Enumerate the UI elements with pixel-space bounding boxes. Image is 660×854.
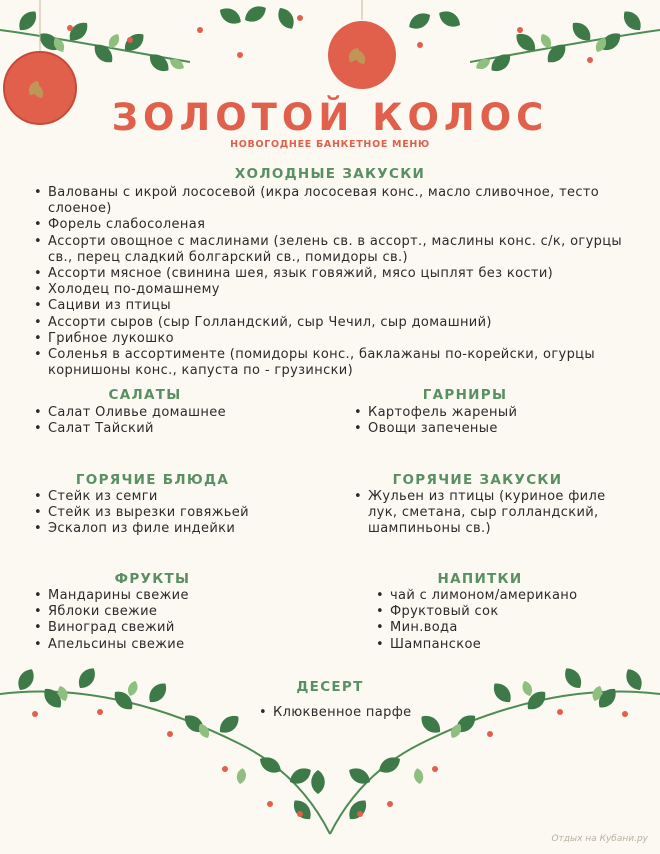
list-item: • Стейк из вырезки говяжьей bbox=[33, 505, 333, 521]
cold-appetizers-list bbox=[33, 185, 633, 379]
drinks-list bbox=[375, 588, 635, 653]
list-item: • Ассорти мясное (свинина шея, язык говяжий, мясо цыплят без кости) bbox=[33, 266, 633, 282]
list-item: • Валованы с икрой лососевой (икра лососевая конс., масло сливочное, тесто слоеное) bbox=[33, 185, 633, 217]
section-title-garnishes: ГАРНИРЫ bbox=[422, 387, 508, 403]
list-item: • Соленья в ассортименте (помидоры конс., баклажаны по-корейски, огурцы корнишоны конс., капуста по - грузински) bbox=[33, 347, 633, 379]
list-item: • Клюквенное парфе bbox=[258, 705, 458, 721]
section-title-hot-appetizers: ГОРЯЧИЕ ЗАКУСКИ bbox=[392, 472, 563, 488]
list-item: • чай с лимоном/американо bbox=[375, 588, 635, 604]
list-item: • Ассорти сыров (сыр Голландский, сыр Чечил, сыр домашний) bbox=[33, 315, 633, 331]
list-item: • Салат Оливье домашнее bbox=[33, 405, 333, 421]
list-item: • Грибное лукошко bbox=[33, 331, 633, 347]
list-item: • Мандарины свежие bbox=[33, 588, 333, 604]
list-item: • Холодец по-домашнему bbox=[33, 282, 633, 298]
section-title-fruits: ФРУКТЫ bbox=[114, 571, 191, 587]
section-title-dessert: ДЕСЕРТ bbox=[296, 679, 364, 695]
list-item: • Яблоки свежие bbox=[33, 604, 333, 620]
garnishes-list bbox=[353, 405, 633, 437]
list-item: • Стейк из семги bbox=[33, 489, 333, 505]
section-title-cold-appetizers: ХОЛОДНЫЕ ЗАКУСКИ bbox=[234, 166, 426, 182]
list-item: • Форель слабосоленая bbox=[33, 217, 633, 233]
salads-list bbox=[33, 405, 333, 437]
list-item: • Ассорти овощное с маслинами (зелень св. в ассорт., маслины конс. с/к, огурцы св., перец сладкий болгарский св., помидоры св.) bbox=[33, 234, 633, 266]
list-item: • Шампанское bbox=[375, 637, 635, 653]
list-item: • Овощи запеченые bbox=[353, 421, 633, 437]
page-subtitle: НОВОГОДНЕЕ БАНКЕТНОЕ МЕНЮ bbox=[230, 139, 430, 150]
page-title: ЗОЛОТОЙ КОЛОС bbox=[111, 96, 549, 139]
list-item: • Эскалоп из филе индейки bbox=[33, 521, 333, 537]
list-item: • Сациви из птицы bbox=[33, 298, 633, 314]
hot-dishes-list bbox=[33, 489, 333, 538]
watermark: Отдых на Кубани.ру bbox=[551, 834, 648, 844]
list-item: • Виноград свежий bbox=[33, 620, 333, 636]
list-item: • Картофель жареный bbox=[353, 405, 633, 421]
fruits-list bbox=[33, 588, 333, 653]
section-title-hot-dishes: ГОРЯЧИЕ БЛЮДА bbox=[75, 472, 230, 488]
list-item: • Фруктовый сок bbox=[375, 604, 635, 620]
hot-appetizers-list bbox=[353, 489, 628, 538]
section-title-salads: САЛАТЫ bbox=[108, 387, 182, 403]
list-item: • Апельсины свежие bbox=[33, 637, 333, 653]
list-item: • Жульен из птицы (куриное филе лук, сметана, сыр голландский, шампиньоны св.) bbox=[353, 489, 628, 538]
list-item: • Мин.вода bbox=[375, 620, 635, 636]
list-item: • Салат Тайский bbox=[33, 421, 333, 437]
bottom-floral-decoration bbox=[0, 664, 660, 854]
section-title-drinks: НАПИТКИ bbox=[437, 571, 523, 587]
